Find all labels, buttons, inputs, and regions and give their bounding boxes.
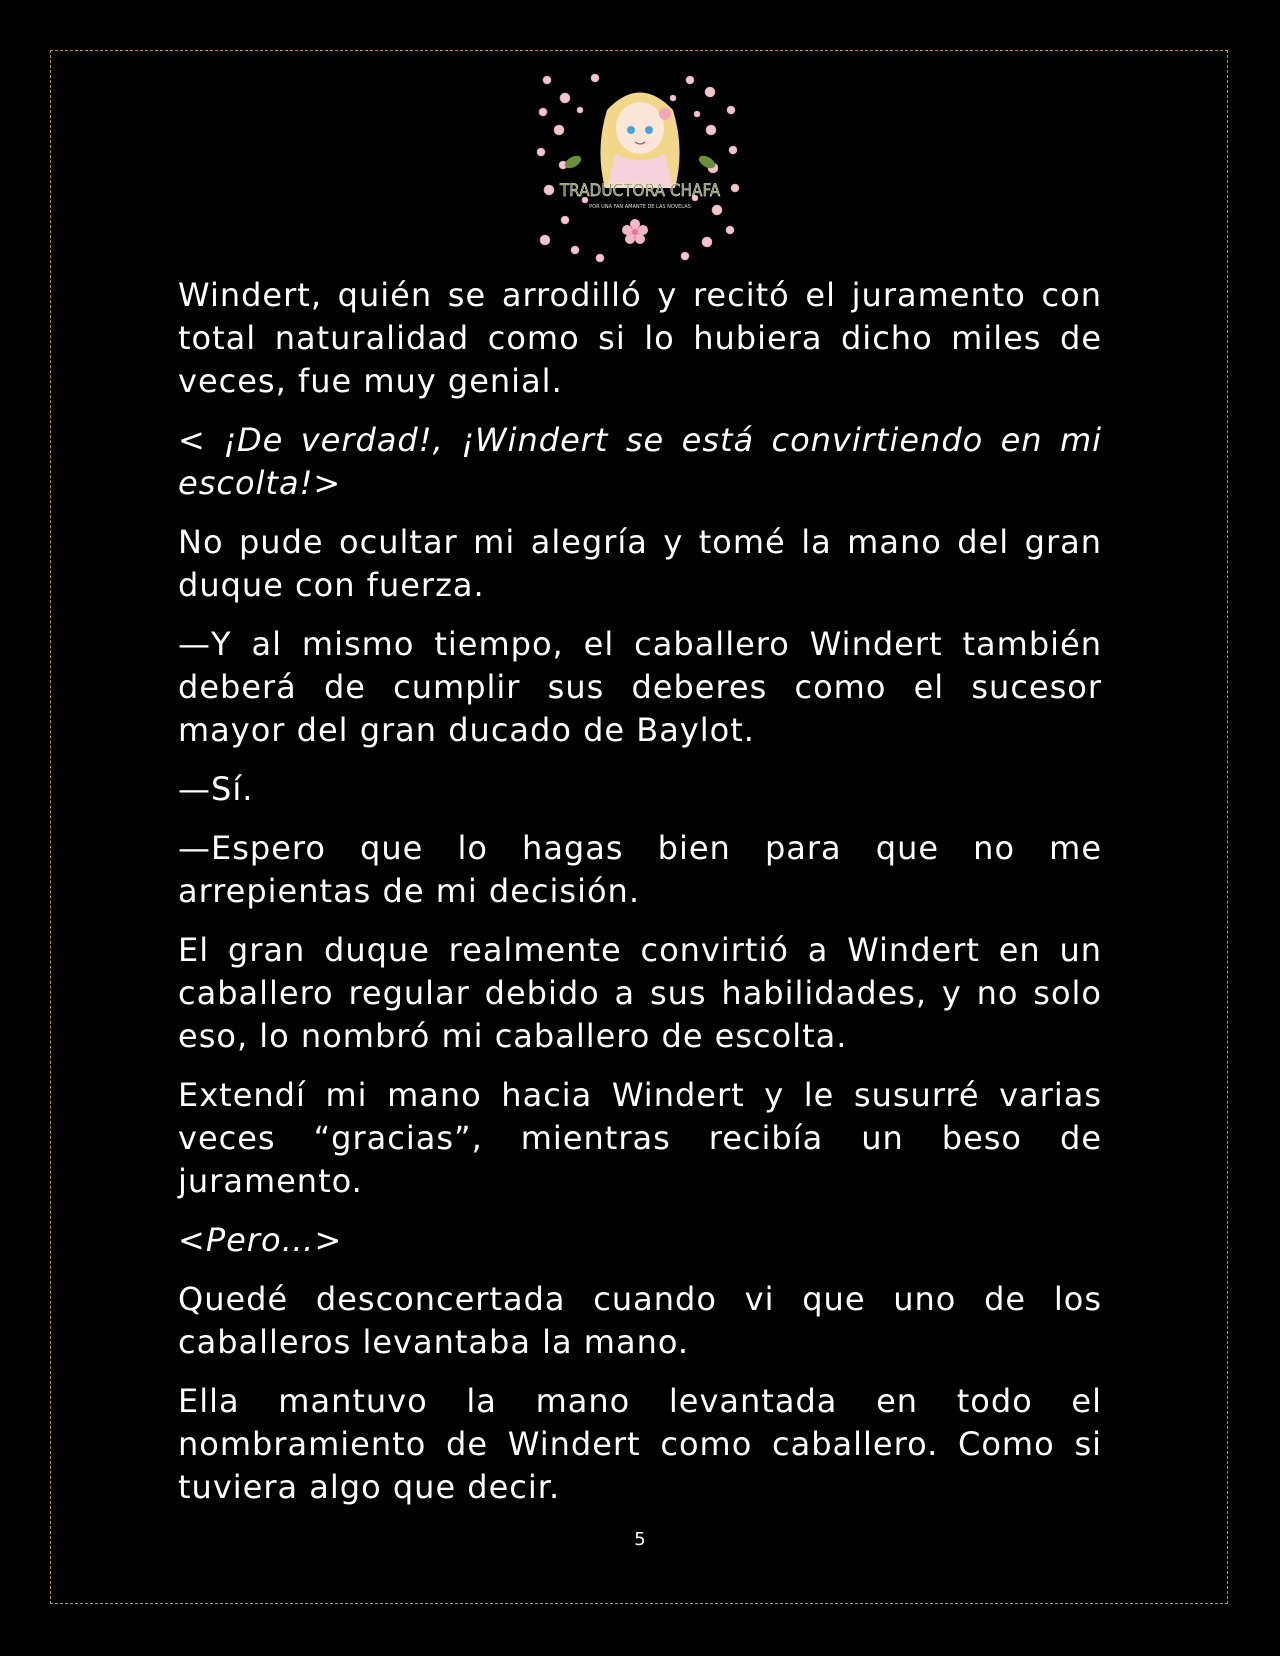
paragraph-dialogue: —Y al mismo tiempo, el caballero Windert también deberá de cumplir sus deberes como el sucesor mayor del gran ducado de Baylot. bbox=[178, 625, 1102, 749]
paragraph: El gran duque realmente convirtió a Windert en un caballero regular debido a sus habilidades, y no solo eso, lo nombró mi caballero de escolta. bbox=[178, 931, 1102, 1055]
paragraph-thought: <Pero…> bbox=[178, 1221, 343, 1259]
paragraph-dialogue: —Espero que lo hagas bien para que no me arrepientas de mi decisión. bbox=[178, 829, 1102, 910]
paragraph-dialogue: —Sí. bbox=[178, 770, 254, 808]
svg-text:TRADUCTORA CHAFA: TRADUCTORA CHAFA bbox=[559, 181, 721, 201]
paragraph-thought: < ¡De verdad!, ¡Windert se está convirtiendo en mi escolta!> bbox=[178, 421, 1102, 502]
translator-logo bbox=[535, 70, 745, 265]
page-number: 5 bbox=[634, 1529, 646, 1550]
paragraph: Windert, quién se arrodilló y recitó el juramento con total naturalidad como si lo hubiera dicho miles de veces, fue muy genial. bbox=[178, 276, 1102, 400]
paragraph: Quedé desconcertada cuando vi que uno de los caballeros levantaba la mano. bbox=[178, 1280, 1102, 1361]
svg-text:POR UNA FAN AMANTE DE LAS NOVE: POR UNA FAN AMANTE DE LAS NOVELAS bbox=[589, 204, 691, 210]
paragraph: No pude ocultar mi alegría y tomé la mano del gran duque con fuerza. bbox=[178, 523, 1102, 604]
chapter-text bbox=[178, 274, 1102, 1525]
paragraph: Ella mantuvo la mano levantada en todo el nombramiento de Windert como caballero. Como si tuviera algo que decir. bbox=[178, 1382, 1102, 1506]
paragraph: Extendí mi mano hacia Windert y le susurré varias veces “gracias”, mientras recibía un beso de juramento. bbox=[178, 1076, 1102, 1200]
